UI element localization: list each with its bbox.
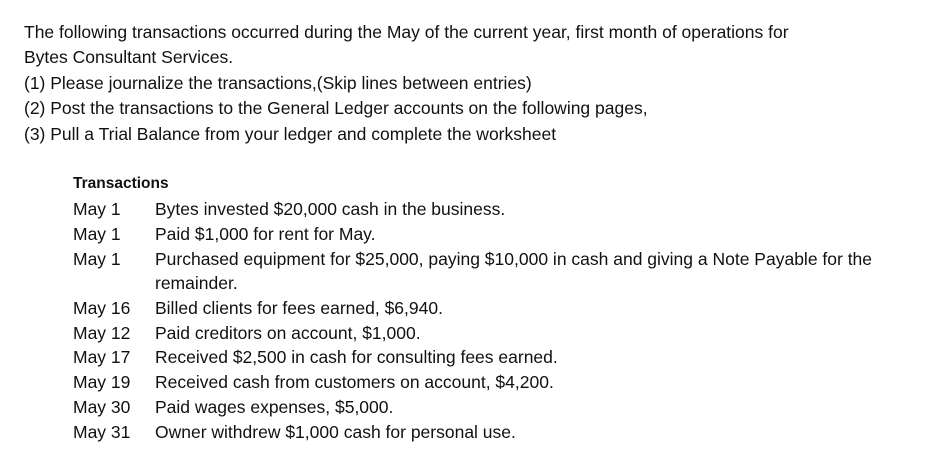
- transaction-description: Paid wages expenses, $5,000.: [155, 396, 394, 417]
- transaction-date: May 19: [73, 372, 131, 393]
- transaction-row: [73, 197, 913, 222]
- transaction-description: Billed clients for fees earned, $6,940.: [155, 297, 443, 318]
- transaction-row: [73, 247, 913, 296]
- transaction-row: [73, 296, 913, 321]
- transaction-description: Owner withdrew $1,000 cash for personal use.: [155, 421, 516, 442]
- instructions-step-2: (2) Post the transactions to the General Ledger accounts on the following pages,: [24, 98, 648, 119]
- transaction-date: May 16: [73, 297, 131, 318]
- transactions-heading: Transactions: [73, 175, 169, 192]
- transaction-row: [73, 345, 913, 370]
- transaction-description: Paid $1,000 for rent for May.: [155, 223, 376, 244]
- instructions-paragraph: [24, 20, 904, 147]
- transaction-row: [73, 395, 913, 420]
- transaction-row: [73, 222, 913, 247]
- instructions-line: Bytes Consultant Services.: [24, 47, 234, 68]
- transaction-date: May 1: [73, 223, 121, 244]
- transaction-date: May 1: [73, 248, 121, 269]
- transaction-description: Bytes invested $20,000 cash in the business.: [155, 199, 506, 219]
- instructions-step-3: (3) Pull a Trial Balance from your ledger and complete the worksheet: [24, 123, 557, 144]
- transaction-date: May 1: [73, 199, 121, 219]
- transaction-row: [73, 420, 913, 445]
- instructions-step-1: (1) Please journalize the transactions,(Skip lines between entries): [24, 72, 532, 93]
- transaction-date: May 31: [73, 421, 131, 442]
- transactions-list: [73, 197, 913, 445]
- transaction-date: May 30: [73, 396, 131, 417]
- transaction-date: May 12: [73, 322, 131, 343]
- transaction-row: [73, 370, 913, 395]
- transaction-date: May 17: [73, 347, 131, 368]
- instructions-line: The following transactions occurred during the May of the current year, first month of operations for: [24, 22, 789, 42]
- transaction-description: Received cash from customers on account, $4,200.: [155, 372, 554, 393]
- transaction-description: Paid creditors on account, $1,000.: [155, 322, 421, 343]
- transaction-description: Received $2,500 in cash for consulting fees earned.: [155, 347, 558, 368]
- transaction-description: Purchased equipment for $25,000, paying $10,000 in cash and giving a Note Payable for the remainder.: [155, 248, 873, 294]
- transaction-row: [73, 321, 913, 346]
